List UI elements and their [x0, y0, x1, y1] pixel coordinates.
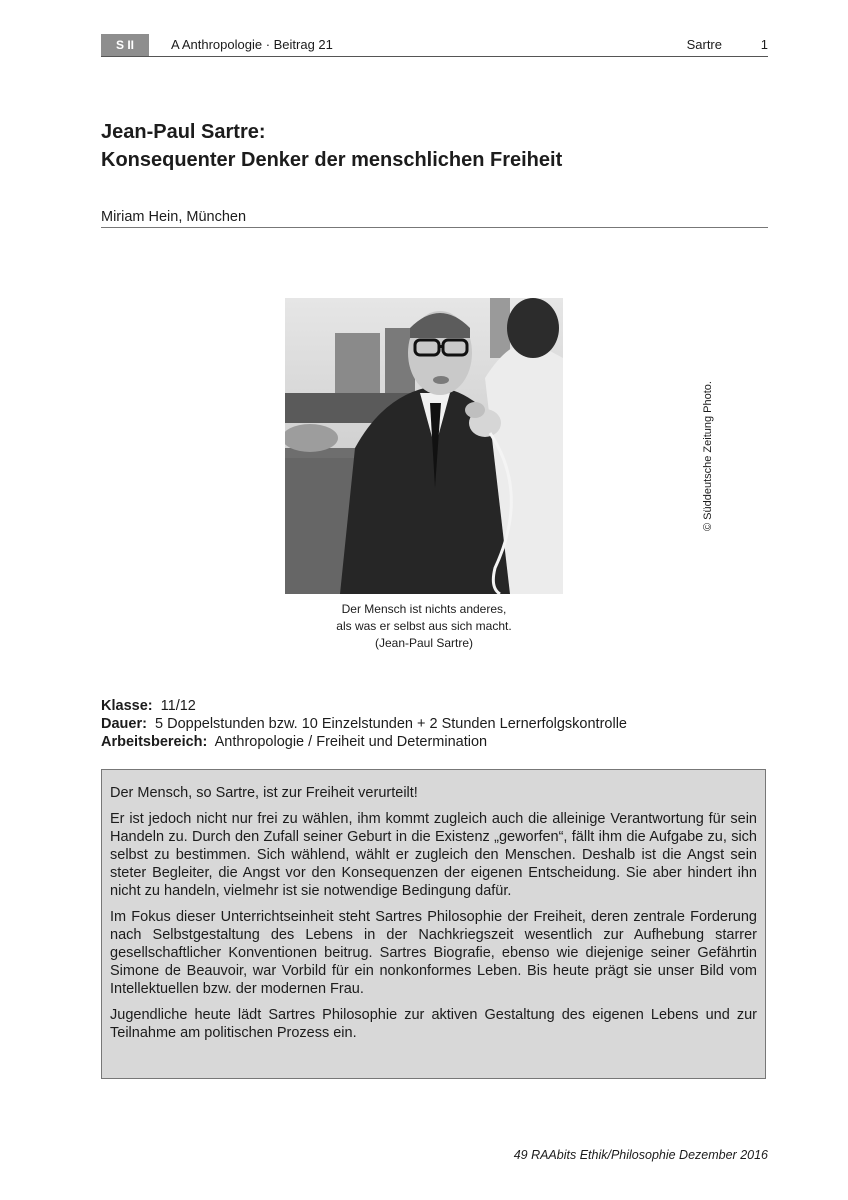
level-tag: S II [101, 34, 149, 56]
sartre-photo [285, 298, 563, 594]
photo-credit: © Süddeutsche Zeitung Photo. [702, 381, 714, 531]
page-header [101, 34, 768, 57]
klasse-value: 11/12 [160, 698, 196, 714]
caption-line-1: Der Mensch ist nichts anderes, [341, 602, 507, 616]
page-footer: 49 RAAbits Ethik/Philosophie Dezember 2016 [513, 1148, 768, 1162]
intro-paragraph-3: Im Fokus dieser Unterrichtseinheit steht Sartres Philosophie der Freiheit, deren zentrale Forderung nach Selbstgestaltung des Lebens in der Nachkriegszeit wesentlich zur Aufhebung starrer gesellschaftlicher Konventionen beitrug. Sartres Biografie, ebenso wie diejenige seiner Gefährtin Simone de Beauvoir, war Vorbild für ein nonkonformes Leben. Bis heute prägt sie unser Bild vom Intellektuellen bzw. der modernen Frau. [110, 909, 757, 997]
meta-arbeitsbereich [101, 733, 768, 751]
arbeitsbereich-value: Anthropologie / Freiheit und Determination [214, 734, 488, 750]
lesson-meta [101, 697, 768, 751]
arbeitsbereich-label: Arbeitsbereich: [101, 734, 208, 750]
title-line-1: Jean-Paul Sartre: [101, 121, 266, 143]
intro-paragraph-2: Er ist jedoch nicht nur frei zu wählen, ihm kommt zugleich auch die alleinige Verantwortung für sein Handeln zu. Durch den Zufall seiner Geburt in die Existenz „geworfen“, fällt ihm die Aufgabe zu, sich selbst zu bestimmen. Sich wählend, wählt er zugleich den Menschen. Deshalb ist die Angst sein steter Begleiter, die Angst vor den Konsequenzen der eigenen Entscheidung. Sie aber hindert ihn nicht zu handeln, vielmehr ist sie notwendige Bedingung dafür. [110, 811, 757, 899]
intro-paragraph-1: Der Mensch, so Sartre, ist zur Freiheit verurteilt! [110, 785, 418, 801]
dauer-value: 5 Doppelstunden bzw. 10 Einzelstunden + 2 Stunden Lernerfolgskontrolle [155, 716, 627, 732]
page-title [101, 118, 768, 174]
series-label: A Anthropologie · Beitrag 21 [171, 37, 333, 52]
klasse-label: Klasse: [101, 698, 153, 714]
page-number: 1 [760, 37, 768, 52]
subject-label: Sartre [686, 37, 722, 52]
caption-line-2: als was er selbst aus sich macht. [336, 619, 512, 633]
dauer-label: Dauer: [101, 716, 147, 732]
title-line-2: Konsequenter Denker der menschlichen Freiheit [101, 149, 563, 171]
photo-caption [285, 601, 563, 652]
author-line: Miriam Hein, München [101, 207, 768, 228]
caption-line-3: (Jean-Paul Sartre) [374, 636, 474, 650]
meta-dauer [101, 715, 768, 733]
meta-klasse [101, 697, 768, 715]
intro-paragraph-4: Jugendliche heute lädt Sartres Philosophie zur aktiven Gestaltung des eigenen Lebens und zur Teilnahme am politischen Prozess ein. [110, 1007, 757, 1041]
intro-box [101, 769, 766, 1079]
